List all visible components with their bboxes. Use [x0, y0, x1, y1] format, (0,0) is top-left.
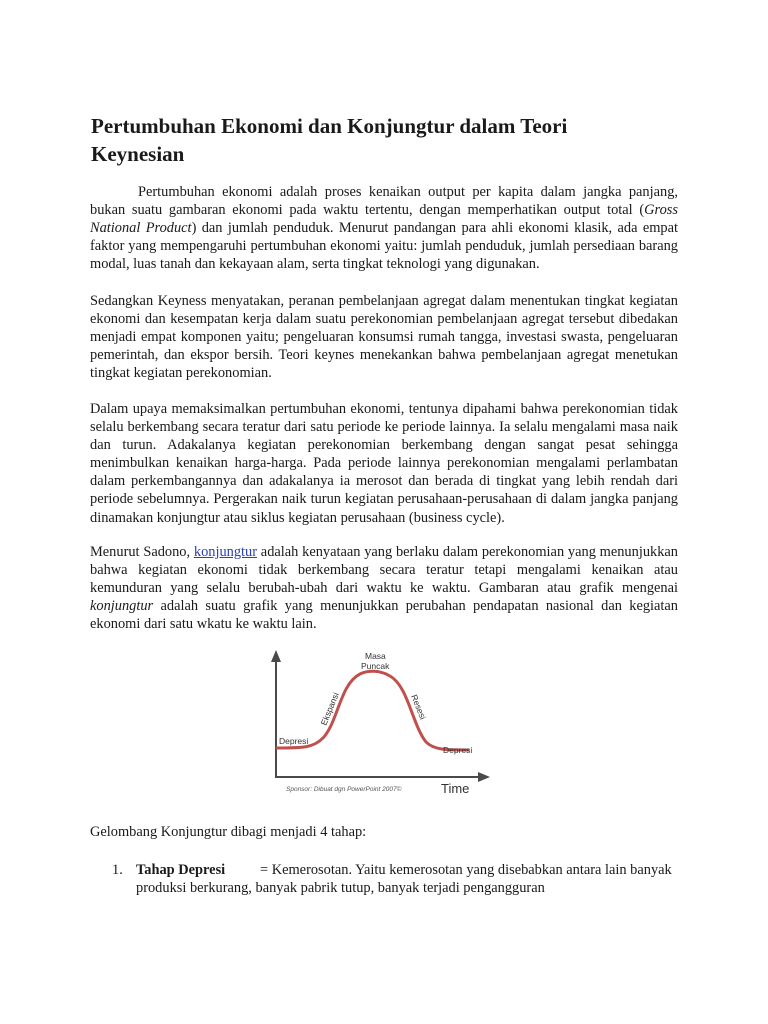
depression-label-left: Depresi: [279, 736, 309, 746]
vertical-axis-arrow: [271, 650, 281, 662]
paragraph-growth: [90, 183, 678, 273]
horizontal-axis-arrow: [478, 772, 490, 782]
paragraph-sadono-lead: Menurut Sadono,: [90, 544, 194, 560]
time-axis-label: Time: [441, 781, 470, 796]
list-item-term: Tahap Depresi: [136, 862, 226, 878]
paragraph-keynes: Sedangkan Keyness menyatakan, peranan pembelanjaan agregat dalam menentukan tingkat kegiatan ekonomi dan kesempatan kerja dalam suatu perekonomian pembelanjaan agregat tersebut dibedakan menjadi empat komponen yaitu; pengeluaran konsumsi rumah tangga, investasi swasta, pengeluaran pemerintah, dan ekspor bersih. Teori keynes menekankan bahwa pembelanjaan agregat menetukan tingkat kegiatan perekonomian.: [90, 293, 678, 382]
list-item-definition: = Kemerosotan. Yaitu kemerosotan yang disebabkan antara lain banyak produksi berkurang, banyak pabrik tutup, banyak terjadi pengangguran: [136, 862, 672, 897]
peak-label-line2: Puncak: [361, 661, 390, 671]
paragraph-growth-text: Pertumbuhan ekonomi adalah proses kenaikan output per kapita dalam jangka panjang, bukan suatu gambaran ekonomi pada waktu tertentu, dengan memperhatikan output total (: [90, 184, 678, 219]
paragraph-sadono-mid: adalah kenyataan yang berlaku dalam perekonomian yang menunjukkan bahwa kegiatan ekonomi tidak berkembang secara teratur tetapi mengalami kenaikan atau kemunduran yang selalu berubah-ubah dari waktu ke waktu. Gambaran atau grafik mengenai: [90, 544, 678, 597]
peak-label-line1: Masa: [365, 651, 386, 661]
konjungtur-italic: konjungtur: [90, 598, 154, 615]
document-title: Pertumbuhan Ekonomi dan Konjungtur dalam Teori Keynesian: [91, 114, 568, 166]
list-item-body: [136, 861, 672, 897]
paragraph-growth-tail: ) dan jumlah penduduk. Menurut pandangan para ahli ekonomi klasik, ada empat faktor yang mempengaruhi pertumbuhan ekonomi yaitu: jumlah penduduk, jumlah persediaan barang modal, luas tanah dan kekayaan alam, serta tingkat teknologi yang digunakan.: [90, 220, 678, 273]
list-item-number: 1.: [112, 862, 123, 878]
paragraph-stages-intro: Gelombang Konjungtur dibagi menjadi 4 tahap:: [90, 824, 367, 840]
gnp-term: Gross National Product: [90, 202, 678, 237]
depression-label-right: Depresi: [443, 745, 473, 755]
business-cycle-figure: [268, 644, 498, 804]
expansion-label: Ekspansi: [318, 691, 341, 727]
recession-label: Resesi: [409, 693, 429, 721]
paragraph-fluctuation: Dalam upaya memaksimalkan pertumbuhan ekonomi, tentunya dipahami bahwa perekonomian tidak selalu berkembang secara teratur dari satu periode ke periode lainnya. Ia selalu mengalami masa naik dan turun. Adakalanya kegiatan perekonomian berkembang dengan sangat pesat sehingga menimbulkan kenaikan harga-harga. Pada periode lainnya perekonomian mengalami perlambatan dalam perkembangannya dan adakalanya ia merosot dan berada di tingkat yang lebih rendah dari periode sebelumnya. Pergerakan naik turun kegiatan perusahaan-perusahaan di dalam jangka panjang dinamakan konjungtur atau siklus kegiatan perusahaan (business cycle).: [90, 401, 678, 526]
paragraph-sadono: [90, 543, 678, 633]
figure-credit: Sponsor: Dibuat dgn PowerPoint 2007©: [286, 786, 402, 793]
business-cycle-diagram: [268, 644, 498, 804]
paragraph-sadono-tail: adalah suatu grafik yang menunjukkan perubahan pendapatan nasional dan kegiatan ekonomi dari satu wkatu ke waktu lain.: [90, 598, 678, 633]
konjungtur-link[interactable]: konjungtur: [193, 544, 258, 560]
